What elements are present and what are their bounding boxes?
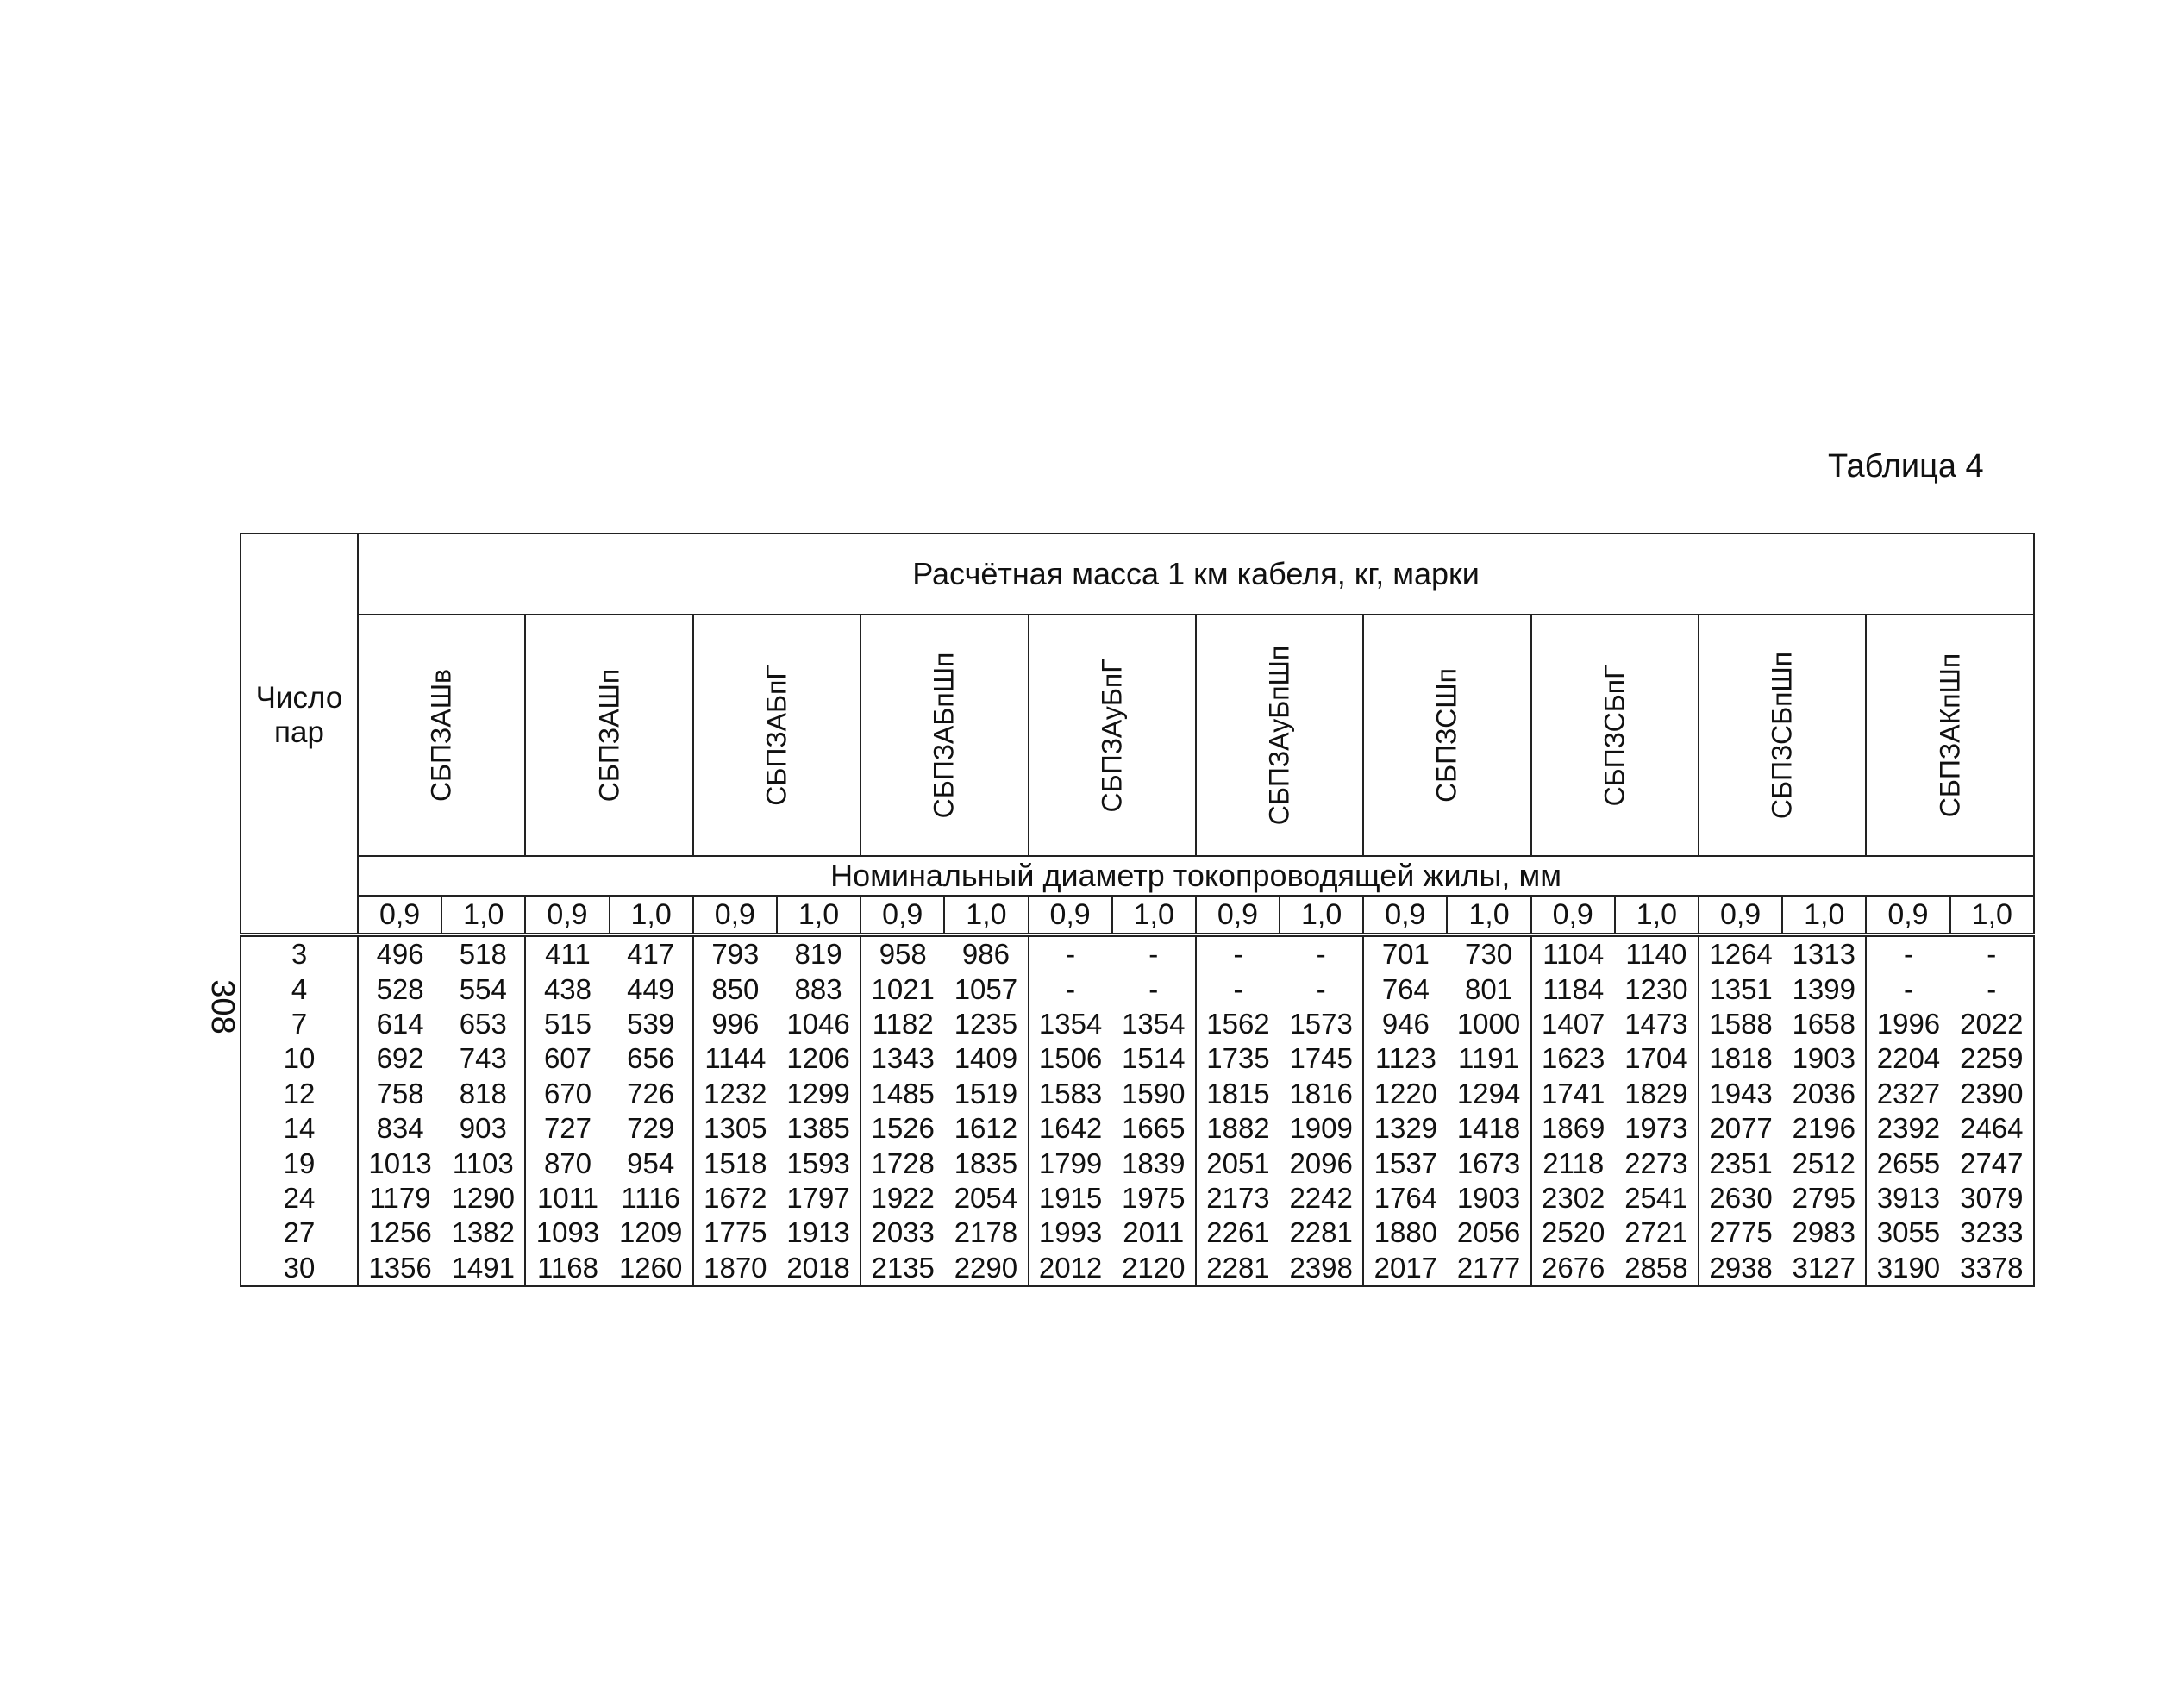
mass-value-cell: 1728 — [871, 1147, 935, 1179]
mass-value-cell: 2721 — [1615, 1215, 1699, 1250]
mass-value-cell: 818 — [441, 1077, 525, 1111]
mass-value-cell: 1264 — [1699, 935, 1782, 972]
cable-mass-table-container — [240, 533, 2033, 1287]
cable-mass-table — [240, 533, 2035, 1287]
mass-value-cell: 727 — [543, 1112, 591, 1145]
mass-value-cell: 1232 — [704, 1077, 767, 1109]
mass-value-cell: - — [1950, 972, 2034, 1006]
mass-value-cell: 2281 — [1196, 1251, 1280, 1286]
grade-header-cell — [358, 615, 525, 856]
mass-value-cell: 2261 — [1206, 1216, 1270, 1249]
diameter-subheader-row — [241, 896, 2034, 935]
mass-value-cell: 730 — [1447, 935, 1530, 972]
mass-value-cell: 1593 — [777, 1146, 860, 1180]
mass-value-cell: 850 — [711, 972, 760, 1005]
grade-label: СБПЗСШп — [1430, 668, 1462, 803]
mass-value-cell: 1909 — [1280, 1111, 1363, 1146]
mass-value-cell: 1418 — [1447, 1111, 1530, 1146]
table-row — [241, 1215, 2034, 1250]
mass-value-cell: 1839 — [1112, 1146, 1196, 1180]
mass-value-cell: - — [1280, 972, 1363, 1006]
mass-value-cell: 1514 — [1112, 1041, 1196, 1076]
mass-value-cell: 726 — [610, 1077, 693, 1111]
mass-value-cell: 1305 — [704, 1112, 767, 1145]
mass-value-cell: - — [1066, 972, 1076, 1005]
mass-value-cell: 1975 — [1112, 1181, 1196, 1215]
mass-value-cell: 1179 — [369, 1181, 431, 1214]
grade-label: СБПЗСБпГ — [1599, 664, 1630, 807]
mass-value-cell: 996 — [711, 1007, 760, 1040]
mass-value-cell: 2541 — [1615, 1181, 1699, 1215]
mass-value-cell: - — [1112, 935, 1196, 972]
mass-value-cell: 411 — [525, 935, 609, 972]
mass-value-cell: 1993 — [1038, 1216, 1103, 1249]
diameter-subheader-cell: 1,0 — [944, 896, 1028, 935]
mass-value-cell: 1104 — [1531, 935, 1615, 972]
mass-value-cell: 1658 — [1782, 1007, 1866, 1041]
mass-value-cell: 1329 — [1374, 1112, 1438, 1145]
mass-value-cell: 1973 — [1615, 1111, 1699, 1146]
mass-value-cell: 1612 — [944, 1111, 1028, 1146]
mass-value-cell: 1880 — [1374, 1216, 1438, 1249]
mass-value-cell: 1903 — [1782, 1041, 1866, 1076]
mass-value-cell: 1775 — [704, 1216, 767, 1249]
mass-value-cell: 1797 — [777, 1181, 860, 1215]
mass-value-cell: 1354 — [1112, 1007, 1196, 1041]
mass-value-cell: 1409 — [944, 1041, 1028, 1076]
mass-value-cell: 946 — [1381, 1007, 1430, 1040]
mass-value-cell: 2196 — [1782, 1111, 1866, 1146]
mass-value-cell: 1351 — [1709, 972, 1773, 1005]
grade-header-cell — [1363, 615, 1530, 856]
mass-value-cell: 1191 — [1447, 1041, 1530, 1076]
table-caption: Таблица 4 — [1828, 448, 1984, 484]
mass-value-cell: 1903 — [1447, 1181, 1530, 1215]
diameter-subheader-cell: 0,9 — [1866, 896, 1949, 935]
mass-value-cell: 986 — [944, 935, 1028, 972]
mass-value-cell: 764 — [1381, 972, 1430, 1005]
mass-value-cell: 1816 — [1280, 1077, 1363, 1111]
pairs-cell: 19 — [241, 1146, 358, 1180]
mass-value-cell: 2290 — [944, 1251, 1028, 1286]
mass-value-cell: 614 — [376, 1007, 424, 1040]
mass-value-cell: 1815 — [1206, 1077, 1270, 1109]
mass-value-cell: 1537 — [1374, 1147, 1438, 1179]
table-row — [241, 972, 2034, 1006]
mass-value-cell: 2177 — [1447, 1251, 1530, 1286]
mass-value-cell: 2983 — [1782, 1215, 1866, 1250]
mass-value-cell: 2281 — [1280, 1215, 1363, 1250]
mass-value-cell: 1356 — [358, 1251, 441, 1286]
mass-value-cell: 1093 — [535, 1216, 600, 1249]
mass-value-cell: 2398 — [1280, 1251, 1363, 1286]
mass-value-cell: 1013 — [368, 1147, 432, 1179]
mass-value-cell: 2118 — [1543, 1147, 1605, 1179]
mass-value-cell: 2051 — [1206, 1147, 1270, 1179]
mass-value-cell: 1583 — [1038, 1077, 1103, 1109]
mass-value-cell: 1407 — [1542, 1007, 1605, 1040]
mass-value-cell: 1103 — [441, 1146, 525, 1180]
mass-value-cell: 954 — [610, 1146, 693, 1180]
mass-value-cell: 1021 — [871, 972, 935, 1005]
pairs-cell: 7 — [241, 1007, 358, 1041]
mass-value-cell: 2938 — [1699, 1251, 1782, 1286]
mass-value-cell: 1473 — [1615, 1007, 1699, 1041]
mass-value-cell: 2302 — [1542, 1181, 1605, 1214]
grade-label: СБПЗАуБпШп — [1263, 645, 1295, 826]
mass-value-cell: 883 — [777, 972, 860, 1006]
mass-value-cell: 1382 — [441, 1215, 525, 1250]
diameter-subheader-cell: 0,9 — [358, 896, 441, 935]
mass-value-cell: 2120 — [1112, 1251, 1196, 1286]
table-row — [241, 1077, 2034, 1111]
mass-value-cell: 1818 — [1709, 1042, 1773, 1075]
mass-value-cell: 1290 — [441, 1181, 525, 1215]
grade-header-cell — [860, 615, 1028, 856]
mass-value-cell: 1869 — [1542, 1112, 1605, 1145]
mass-value-cell: 819 — [777, 935, 860, 972]
mass-value-cell: 2178 — [944, 1215, 1028, 1250]
mass-value-cell: 1642 — [1038, 1112, 1103, 1145]
diameter-subheader-cell: 0,9 — [1029, 896, 1112, 935]
mass-value-cell: 3233 — [1950, 1215, 2034, 1250]
mass-value-cell: 758 — [376, 1077, 424, 1109]
grade-header-cell — [1029, 615, 1196, 856]
mass-value-cell: 1260 — [610, 1251, 693, 1286]
mass-value-cell: 1354 — [1038, 1007, 1103, 1040]
mass-value-cell: - — [1029, 935, 1112, 972]
grade-label: СБПЗАШп — [593, 668, 625, 803]
mass-value-cell: 653 — [441, 1007, 525, 1041]
grade-header-row — [241, 615, 2034, 856]
grade-header-cell — [1699, 615, 1866, 856]
page-number: 308 — [204, 979, 241, 1034]
table-header — [241, 534, 2034, 935]
mass-value-cell: 1882 — [1206, 1112, 1270, 1145]
mass-value-cell: 1829 — [1615, 1077, 1699, 1111]
mass-value-cell: 1235 — [944, 1007, 1028, 1041]
mass-value-cell: 793 — [693, 935, 777, 972]
grade-header-cell — [693, 615, 860, 856]
pairs-cell: 30 — [241, 1251, 358, 1286]
mass-value-cell: 870 — [543, 1147, 591, 1179]
mass-value-cell: 1519 — [944, 1077, 1028, 1111]
mass-value-cell: 518 — [441, 935, 525, 972]
grade-label: СБПЗАБпГ — [760, 665, 792, 806]
grade-label: СБПЗАБпШп — [928, 652, 960, 819]
mass-value-cell: 2676 — [1531, 1251, 1615, 1286]
mass-value-cell: - — [1196, 935, 1280, 972]
mass-value-cell: 2018 — [777, 1251, 860, 1286]
mass-value-cell: - — [1866, 935, 1949, 972]
diameter-subheader-cell: 1,0 — [1112, 896, 1196, 935]
mass-value-cell: 2512 — [1782, 1146, 1866, 1180]
mass-value-cell: 958 — [860, 935, 944, 972]
mass-value-cell: 2273 — [1615, 1146, 1699, 1180]
grade-label: СБПЗАуБпГ — [1096, 658, 1128, 813]
diameter-subheader-cell: 1,0 — [1950, 896, 2034, 935]
mass-value-cell: - — [1233, 972, 1243, 1005]
mass-value-cell: 729 — [610, 1111, 693, 1146]
mass-value-cell: 515 — [543, 1007, 591, 1040]
mass-value-cell: 554 — [441, 972, 525, 1006]
table-row — [241, 1111, 2034, 1146]
table-row — [241, 1146, 2034, 1180]
mass-value-cell: 449 — [610, 972, 693, 1006]
grade-header-cell — [525, 615, 692, 856]
mass-value-cell: 1673 — [1447, 1146, 1530, 1180]
mass-value-cell: 1704 — [1615, 1041, 1699, 1076]
pairs-column-header — [241, 534, 358, 896]
mass-value-cell: 2242 — [1280, 1181, 1363, 1215]
mass-value-cell: 1220 — [1374, 1077, 1438, 1109]
mass-value-cell: 417 — [610, 935, 693, 972]
mass-value-cell: 1294 — [1447, 1077, 1530, 1111]
mass-value-cell: 1485 — [871, 1077, 935, 1109]
pairs-cell: 24 — [241, 1181, 358, 1215]
mass-value-cell: 1144 — [704, 1042, 767, 1075]
mass-value-cell: 1299 — [777, 1077, 860, 1111]
mass-value-cell: 2327 — [1876, 1077, 1941, 1109]
grade-label: СБПЗСБпШп — [1766, 651, 1798, 820]
pairs-cell: 12 — [241, 1077, 358, 1111]
mass-value-cell: 1168 — [525, 1251, 609, 1286]
diameter-subheader-cell: 1,0 — [1447, 896, 1530, 935]
mass-value-cell: 1735 — [1206, 1042, 1270, 1075]
grade-label: СБПЗАКпШп — [1934, 653, 1966, 818]
diameter-subheader-cell: 0,9 — [1196, 896, 1280, 935]
mass-value-cell: 2135 — [860, 1251, 944, 1286]
mass-value-cell: 1123 — [1374, 1042, 1436, 1075]
mass-value-cell: - — [1950, 935, 2034, 972]
mass-value-cell: 1385 — [777, 1111, 860, 1146]
mass-value-cell: 1996 — [1876, 1007, 1941, 1040]
mass-value-cell: 1491 — [441, 1251, 525, 1286]
mass-value-cell: 1184 — [1543, 972, 1605, 1005]
mass-value-cell: 2390 — [1950, 1077, 2034, 1111]
pairs-cell: 10 — [241, 1041, 358, 1076]
mass-value-cell: 1399 — [1782, 972, 1866, 1006]
table-row — [241, 1181, 2034, 1215]
mass-value-cell: 1343 — [871, 1042, 935, 1075]
diameter-subheader-cell: 1,0 — [1280, 896, 1363, 935]
mass-value-cell: 2056 — [1447, 1215, 1530, 1250]
table-row — [241, 935, 2034, 972]
mass-value-cell: - — [1903, 972, 1913, 1005]
mass-value-cell: 1665 — [1112, 1111, 1196, 1146]
table-body — [241, 935, 2034, 1286]
mass-value-cell: 1140 — [1615, 935, 1699, 972]
diameter-subheader-cell: 1,0 — [1782, 896, 1866, 935]
mass-value-cell: 2351 — [1709, 1147, 1773, 1179]
mass-value-cell: 1526 — [871, 1112, 935, 1145]
mass-value-cell: 3378 — [1950, 1251, 2034, 1286]
mass-value-cell: 1562 — [1206, 1007, 1270, 1040]
mass-value-cell: 656 — [610, 1041, 693, 1076]
mass-value-cell: 3913 — [1876, 1181, 1941, 1214]
mass-value-cell: 834 — [376, 1112, 424, 1145]
mass-value-cell: 3127 — [1782, 1251, 1866, 1286]
mass-value-cell: 2011 — [1112, 1215, 1196, 1250]
diameter-subheader-cell: 0,9 — [860, 896, 944, 935]
pairs-cell: 3 — [241, 935, 358, 972]
mass-value-cell: 2022 — [1950, 1007, 2034, 1041]
diameter-subheader-cell: 1,0 — [441, 896, 525, 935]
mass-value-cell: 1057 — [944, 972, 1028, 1006]
mass-value-cell: 1256 — [368, 1216, 432, 1249]
mass-value-cell: 2747 — [1950, 1146, 2034, 1180]
mass-value-cell: 2775 — [1709, 1216, 1773, 1249]
mass-value-cell: 2259 — [1950, 1041, 2034, 1076]
diameter-subheader-cell: 0,9 — [525, 896, 609, 935]
mass-value-cell: 2017 — [1363, 1251, 1447, 1286]
mass-header: Расчётная масса 1 км кабеля, кг, марки — [358, 534, 2034, 615]
mass-value-cell: 1506 — [1038, 1042, 1103, 1075]
pairs-header-spacer — [241, 896, 358, 935]
mass-value-cell: 1870 — [693, 1251, 777, 1286]
grade-header-cell — [1866, 615, 2034, 856]
diameter-subheader-cell: 0,9 — [1363, 896, 1447, 935]
mass-value-cell: 607 — [543, 1042, 591, 1075]
mass-value-cell: 670 — [543, 1077, 591, 1109]
table-row — [241, 1007, 2034, 1041]
mass-value-cell: 1913 — [777, 1215, 860, 1250]
mass-value-cell: 1835 — [944, 1146, 1028, 1180]
mass-value-cell: 2036 — [1782, 1077, 1866, 1111]
mass-value-cell: 3055 — [1876, 1216, 1941, 1249]
mass-value-cell: 2655 — [1876, 1147, 1941, 1179]
mass-value-cell: 1206 — [777, 1041, 860, 1076]
mass-value-cell: 2795 — [1782, 1181, 1866, 1215]
mass-value-cell: 1943 — [1709, 1077, 1773, 1109]
mass-value-cell: 2520 — [1542, 1216, 1605, 1249]
mass-value-cell: 438 — [543, 972, 591, 1005]
pairs-cell: 14 — [241, 1111, 358, 1146]
mass-value-cell: 2077 — [1709, 1112, 1773, 1145]
mass-value-cell: 1011 — [536, 1181, 598, 1214]
mass-value-cell: 1209 — [610, 1215, 693, 1250]
mass-value-cell: 1588 — [1709, 1007, 1773, 1040]
table-row — [241, 1251, 2034, 1286]
mass-value-cell: 2096 — [1280, 1146, 1363, 1180]
pairs-cell: 4 — [241, 972, 358, 1006]
mass-value-cell: - — [1280, 935, 1363, 972]
pairs-header-line-1: Число — [255, 680, 343, 715]
mass-value-cell: 1672 — [704, 1181, 767, 1214]
mass-value-cell: 528 — [376, 972, 424, 1005]
table-row — [241, 1041, 2034, 1076]
mass-value-cell: 3079 — [1950, 1181, 2034, 1215]
mass-value-cell: - — [1112, 972, 1196, 1006]
mass-value-cell: 2012 — [1029, 1251, 1112, 1286]
mass-value-cell: 1116 — [610, 1181, 693, 1215]
diameter-subheader-cell: 0,9 — [1531, 896, 1615, 935]
mass-value-cell: 3190 — [1866, 1251, 1949, 1286]
diameter-subheader-cell: 1,0 — [777, 896, 860, 935]
mass-value-cell: 1518 — [704, 1147, 767, 1179]
mass-value-cell: 1046 — [777, 1007, 860, 1041]
mass-value-cell: 1000 — [1447, 1007, 1530, 1041]
mass-value-cell: 1313 — [1782, 935, 1866, 972]
mass-value-cell: 2054 — [944, 1181, 1028, 1215]
pairs-header-line-2: пар — [274, 715, 324, 749]
mass-value-cell: 539 — [610, 1007, 693, 1041]
mass-value-cell: 2392 — [1876, 1112, 1941, 1145]
mass-value-cell: 1623 — [1542, 1042, 1605, 1075]
diameter-subheader-cell: 1,0 — [610, 896, 693, 935]
mass-value-cell: 1915 — [1038, 1181, 1103, 1214]
mass-value-cell: 2858 — [1615, 1251, 1699, 1286]
mass-value-cell: 1745 — [1280, 1041, 1363, 1076]
mass-value-cell: 2204 — [1876, 1042, 1941, 1075]
mass-value-cell: 903 — [441, 1111, 525, 1146]
mass-value-cell: 1764 — [1374, 1181, 1438, 1214]
mass-value-cell: 2464 — [1950, 1111, 2034, 1146]
mass-value-cell: 2630 — [1709, 1181, 1773, 1214]
mass-value-cell: 692 — [376, 1042, 424, 1075]
mass-value-cell: 1230 — [1615, 972, 1699, 1006]
mass-value-cell: 2173 — [1206, 1181, 1270, 1214]
mass-value-cell: 1573 — [1280, 1007, 1363, 1041]
pairs-cell: 27 — [241, 1215, 358, 1250]
mass-value-cell: 1590 — [1112, 1077, 1196, 1111]
mass-value-cell: 1799 — [1038, 1147, 1103, 1179]
grade-label: СБПЗАШв — [425, 668, 457, 803]
grade-header-cell — [1196, 615, 1363, 856]
mass-value-cell: 743 — [441, 1041, 525, 1076]
diameter-subheader-cell: 1,0 — [1615, 896, 1699, 935]
mass-value-cell: 801 — [1447, 972, 1530, 1006]
diameter-subheader-cell: 0,9 — [1699, 896, 1782, 935]
diameter-header: Номинальный диаметр токопроводящей жилы, мм — [358, 856, 2034, 896]
mass-value-cell: 2033 — [871, 1216, 935, 1249]
mass-value-cell: 496 — [358, 935, 441, 972]
grade-header-cell — [1531, 615, 1699, 856]
mass-value-cell: 701 — [1363, 935, 1447, 972]
mass-value-cell: 1741 — [1542, 1077, 1605, 1109]
diameter-subheader-cell: 0,9 — [693, 896, 777, 935]
mass-value-cell: 1182 — [872, 1007, 934, 1040]
mass-value-cell: 1922 — [871, 1181, 935, 1214]
